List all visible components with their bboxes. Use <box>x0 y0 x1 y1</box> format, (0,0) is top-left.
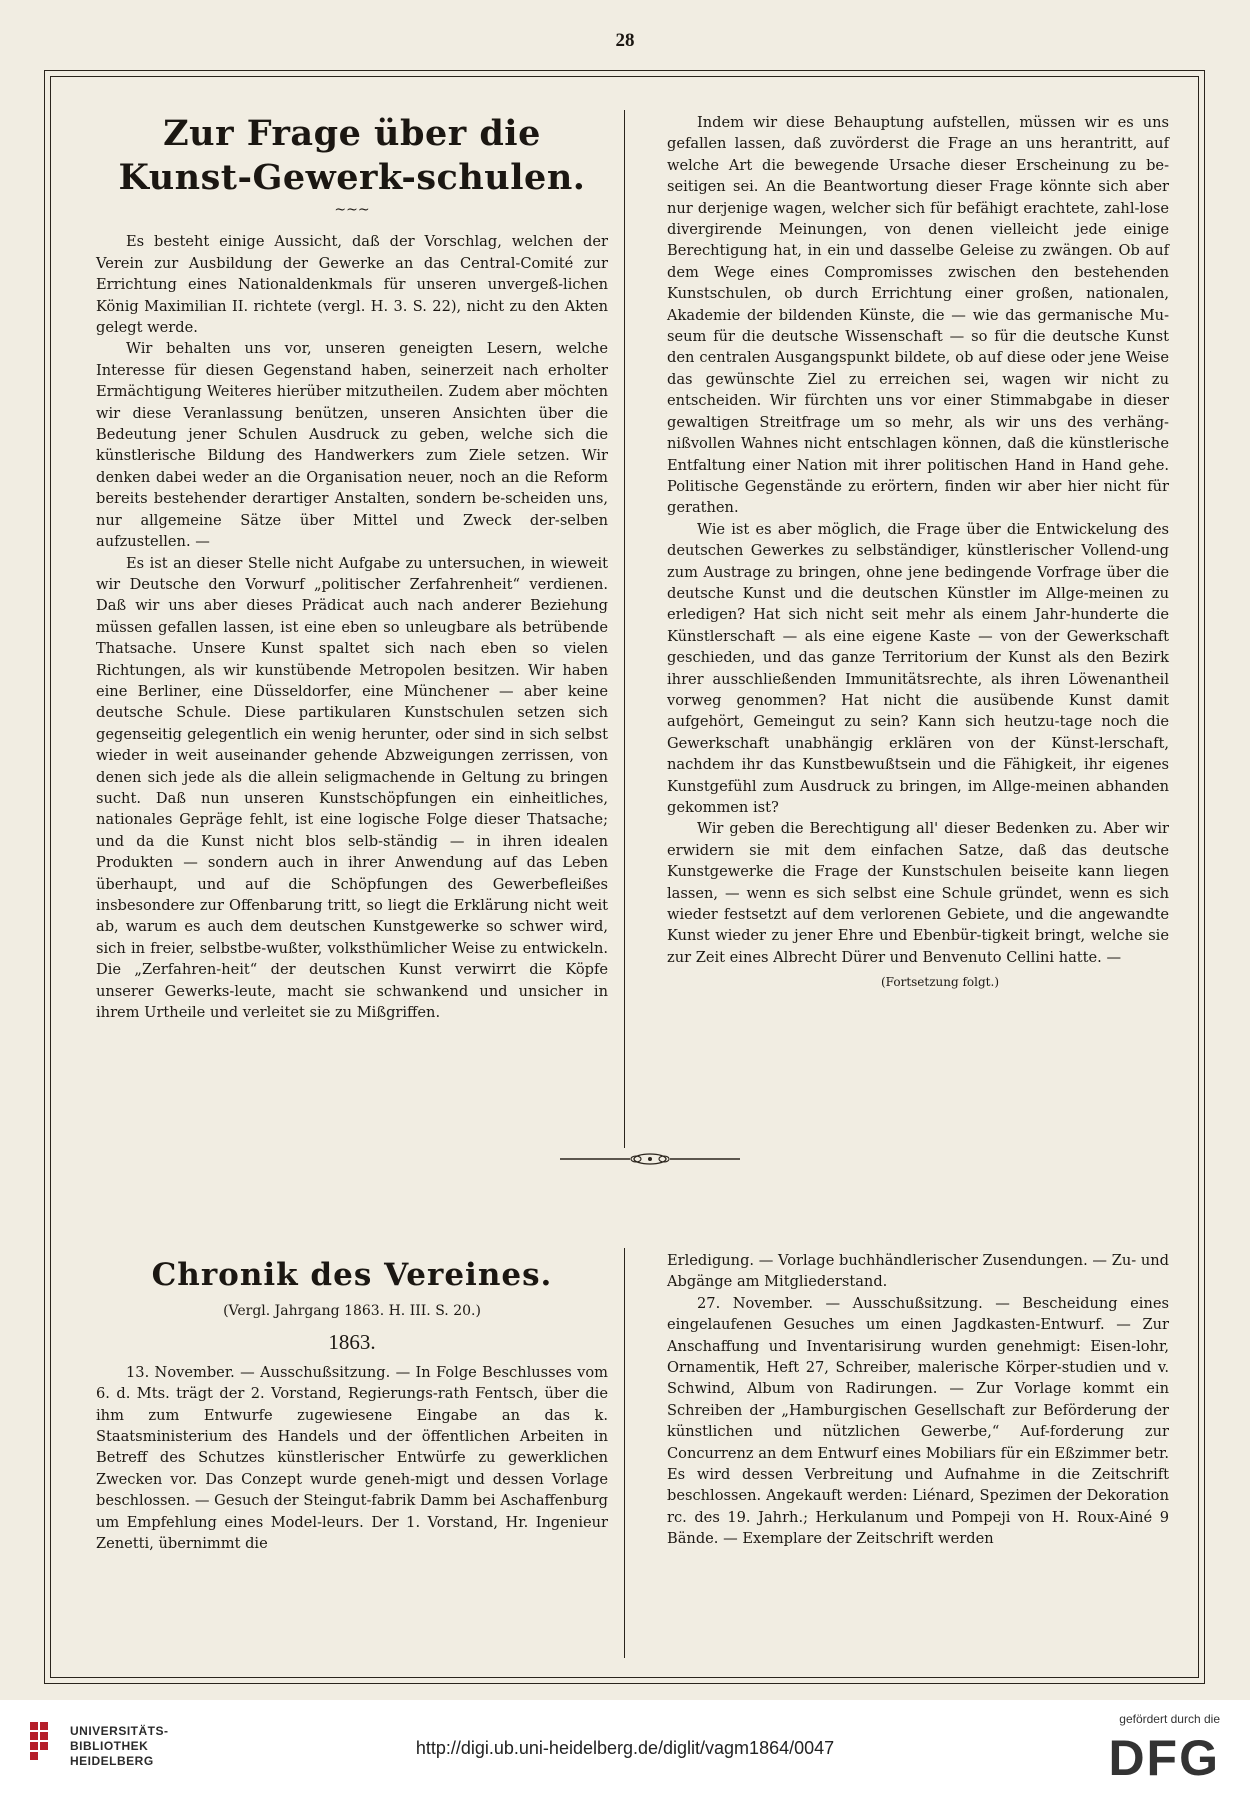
continuation-note: (Fortsetzung folgt.) <box>881 975 999 990</box>
article-paragraph: Wir geben die Berechtigung all' dieser Bedenken zu. Aber wir erwidern sie mit dem einfachen Satze, daß das deutsche Kunstgewerke die Frage der Kunstschulen beiseite kann liegen lassen, — wenn es sich selbst eine Schule gründet, wenn es sich wieder festsetzt auf dem verlorenen Gebiete, und die angewandte Kunst wieder zu jener Ehre und Ebenbür-tigkeit bringt, welche sie zur Zeit eines Albrecht Dürer und Benvenuto Cellini hatte. — <box>667 820 1169 966</box>
column-rule-top <box>624 110 625 1148</box>
funded-by-label: gefördert durch die <box>1119 1712 1220 1726</box>
chronik-paragraph: Erledigung. — Vorlage buchhändlerischer Zusendungen. — Zu- und Abgänge am Mitgliederstand. <box>667 1252 1169 1291</box>
dfg-logo: DFG <box>1108 1730 1220 1786</box>
article-paragraph: Es besteht einige Aussicht, daß der Vorschlag, welchen der Verein zur Ausbildung der Gewerke an das Central-Comité zur Errichtung eines Nationaldenkmals für unseren unvergeß-lichen König Maximilian II. richtete (vergl. H. 3. S. 22), nicht zu den Akten gelegt werde. <box>96 233 608 337</box>
chronik-reference: (Vergl. Jahrgang 1863. H. III. S. 20.) <box>223 1303 481 1319</box>
article-right-column <box>667 112 1169 994</box>
article-paragraph: Wir behalten uns vor, unseren geneigten Lesern, welche Interesse für diesen Gegenstand haben, seinerzeit nach erholter Ermächtigung Weiteres hierüber mitzutheilen. Zudem aber möchten wir diese Veranlassung benützen, unseren Ansichten über die Bedeutung jener Schulen Ausdruck zu geben, welche sich die künstlerische Bildung des Handwerkers zum Ziele setzen. Wir denken dabei weder an die Organisation neuer, noch an die Reform bereits bestehender derartiger Anstalten, sondern be-scheiden uns, nur allgemeine Sätze über Mittel und Zweck der-selben aufzustellen. — <box>96 340 608 551</box>
chronik-year: 1863. <box>328 1330 376 1355</box>
article-paragraph: Indem wir diese Behauptung aufstellen, müssen wir es uns gefallen lassen, daß zuvörderst die Frage an uns herantritt, auf welche Art die bewegende Ursache dieser Erscheinung zu be-seitigen sei. An die Beantwortung dieser Frage könnte sich aber nur derjenige wagen, welcher sich für befähigt erachtete, zahl-lose divergirende Meinungen, von denen vielleicht jede einige Berechtigung hat, in ein und dasselbe Geleise zu zwängen. Ob auf dem Wege eines Compromisses zwischen den bestehenden Kunstschulen, ob durch Errichtung einer großen, nationalen, Akademie der bildenden Künste, die — wie das germanische Mu-seum für die deutsche Wissenschaft — so für die deutsche Kunst den centralen Ausgangspunkt bildete, ob auf diese oder jene Weise das gewünschte Ziel zu erreichen sei, wagen wir nicht zu entscheiden. Wir fürchten uns vor einer Stimmabgabe in dieser gewaltigen Streitfrage um so mehr, als wir uns des verhäng-nißvollen Wahnes nicht entschlagen können, daß die künstlerische Entfaltung einer Nation mit ihrer politischen Hand in Hand gehe. Politische Gegenstände zu erörtern, finden wir aber hier nicht für gerathen. <box>667 114 1169 517</box>
article-title: Zur Frage über die Kunst-Gewerk-schulen. <box>118 113 586 198</box>
article-paragraph: Wie ist es aber möglich, die Frage über die Entwickelung des deutschen Gewerkes zu selbständiger, künstlerischer Vollend-ung zum Austrage zu bringen, ohne jene bedingende Vorfrage über die deutsche Kunst und die deutschen Künstler im Allge-meinen zu erledigen? Hat sich nicht seit mehr als einem Jahr-hunderte die Künstlerschaft — als eine eigene Kaste — von der Gewerkschaft geschieden, und das ganze Territorium der Kunst als den Bezirk ihrer ausschließenden Immunitätsrechte, als ihren Löwenantheil vorweg genommen? Hat nicht die ausübende Kunst damit aufgehört, Gemeingut zu sein? Kann sich heutzu-tage noch die Gewerkschaft unabhängig erklären von der Künst-lerschaft, nachdem ihr das Kunstbewußtsein und die Fähigkeit, ihr eigenes Kunstgefühl zum Ausdruck zu bringen, im Allge-meinen abhanden gekommen ist? <box>667 520 1169 816</box>
column-rule-bottom <box>624 1248 625 1658</box>
article-left-column <box>96 112 608 1023</box>
chronik-title: Chronik des Vereines. <box>151 1257 553 1293</box>
section-divider-ornament <box>560 1152 740 1166</box>
viewer-footer <box>0 1700 1250 1803</box>
library-name: UNIVERSITÄTS- BIBLIOTHEK HEIDELBERG <box>70 1724 169 1768</box>
chronik-paragraph: 27. November. — Ausschußsitzung. — Bescheidung eines eingelaufenen Gesuches um einen Jagdkasten-Entwurf. — Zur Anschaffung und Inventarisirung wurden genehmigt: Eisen-lohr, Ornamentik, Heft 27, Schreiber, malerische Körper-studien und v. Schwind, Album von Radirungen. — Zur Vorlage kommt ein Schreiben der „Hamburgischen Gesellschaft zur Beförderung der künstlichen und nützlichen Gewerbe,“ Auf-forderung zur Concurrenz an dem Entwurf eines Mobiliars für ein Eßzimmer betr. Es wird dessen Verbreitung und Aufnahme in die Zeitschrift beschlossen. Angekauft werden: Liénard, Spezimen der Dekoration rc. des 19. Jahrh.; Herkulanum und Pompeji von H. Roux-Ainé 9 Bände. — Exemplare der Zeitschrift werden <box>667 1294 1169 1548</box>
chronik-right-column <box>667 1250 1169 1550</box>
chronik-paragraph: 13. November. — Ausschußsitzung. — In Folge Beschlusses vom 6. d. Mts. trägt der 2. Vorstand, Regierungs-rath Fentsch, über die ihm zum Entwurfe zugewiesene Eingabe an das k. Staatsministerium des Handels und der öffentlichen Arbeiten in Betreff des Schutzes künstlerischer Entwürfe zu gewerklichen Zwecken vor. Das Conzept wurde geneh-migt und dessen Vorlage beschlossen. — Gesuch der Steingut-fabrik Damm bei Aschaffenburg um Empfehlung eines Model-leurs. Der 1. Vorstand, Hr. Ingenieur Zenetti, übernimmt die <box>96 1363 608 1553</box>
title-divider: ~~~ <box>334 202 370 218</box>
chronik-left-column <box>96 1255 608 1554</box>
page-number: 28 <box>615 30 635 51</box>
article-paragraph: Es ist an dieser Stelle nicht Aufgabe zu untersuchen, in wieweit wir Deutsche den Vorwurf „politischer Zerfahrenheit“ verdienen. Daß wir uns aber dieses Prädicat auch nach anderer Beziehung müssen gefallen lassen, ist eine eben so unleugbare als betrübende Thatsache. Unsere Kunst spaltet sich nach eben so vielen Richtungen, als wir kunstübende Metropolen besitzen. Wir haben eine Berliner, eine Düsseldorfer, eine Münchener — aber keine deutsche Schule. Diese partikularen Kunstschulen setzen sich gegenseitig gelegentlich ein wenig herunter, oder sind in sich selbst wieder in weit auseinander gehende Abzweigungen zerrissen, von denen sich jede als die allein seligmachende in Geltung zu bringen sucht. Daß nun unseren Kunstschöpfungen ein einheitliches, nationales Gepräge fehlt, ist eine logische Folge dieser Thatsache; und da die Kunst nicht blos selb-ständig — in ihren idealen Produkten — sondern auch in ihrer Anwendung auf das Leben überhaupt, und auf die Schöpfungen des Gewerbefleißes insbesondere zur Offenbarung tritt, so liegt die Erklärung nicht weit ab, warum es auch dem deutschen Kunstgewerke so schwer wird, sich in freier, selbstbe-wußter, volksthümlicher Weise zu entwickeln. Die „Zerfahren-heit“ der deutschen Kunst verwirrt die Köpfe unserer Gewerks-leute, macht sie schwankend und unsicher in ihrem Urtheile und verleitet sie zu Mißgriffen. <box>96 554 608 1022</box>
permalink-url[interactable]: http://digi.ub.uni-heidelberg.de/diglit/vagm1864/0047 <box>415 1738 835 1758</box>
